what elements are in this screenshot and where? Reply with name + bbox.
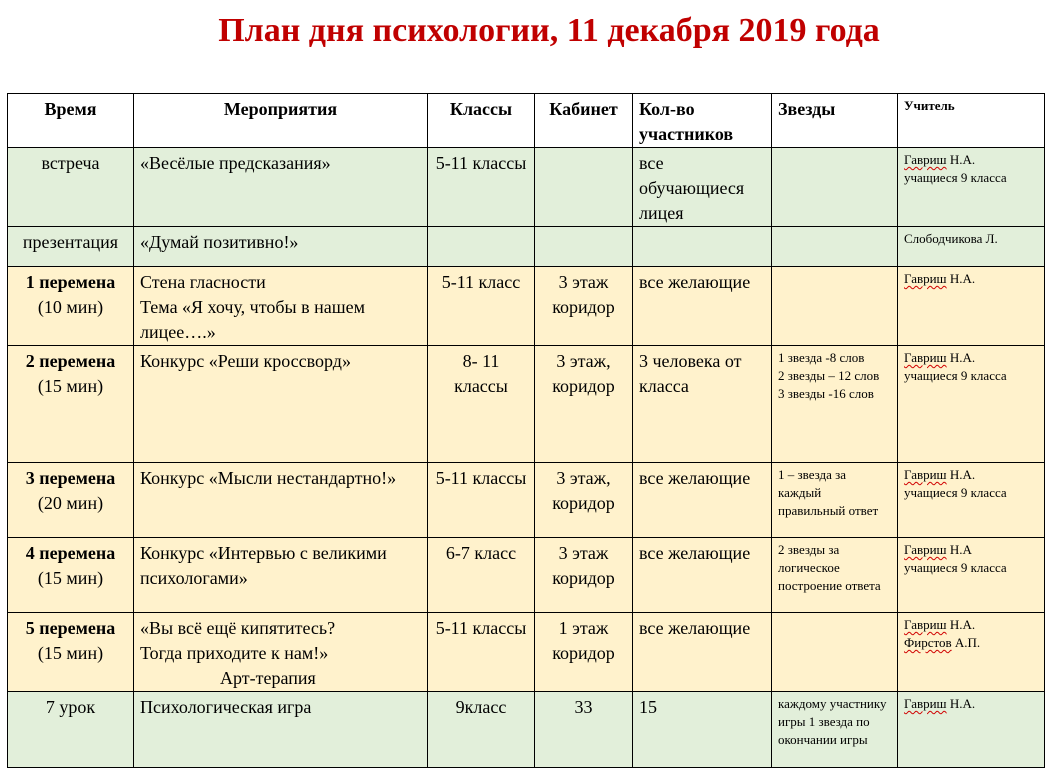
participants-cell: 15 — [633, 692, 772, 768]
participants-cell: все обучающиеся лицея — [633, 148, 772, 227]
event-cell: Конкурс «Реши кроссворд» — [134, 346, 428, 463]
table-row — [8, 148, 1045, 227]
header-time: Время — [8, 94, 134, 148]
table-row — [8, 613, 1045, 692]
participants-cell: все желающие — [633, 613, 772, 692]
teacher-cell: Гавриш Н.А. учащиеся 9 класса — [898, 463, 1045, 538]
teacher-cell: Гавриш Н.А. — [898, 692, 1045, 768]
stars-cell: 1 звезда -8 слов 2 звезды – 12 слов 3 звезды -16 слов — [772, 346, 898, 463]
stars-cell — [772, 148, 898, 227]
stars-cell — [772, 613, 898, 692]
schedule-table — [7, 93, 1045, 768]
participants-cell — [633, 227, 772, 267]
header-teacher: Учитель — [898, 94, 1045, 148]
teacher-cell: Гавриш Н.А учащиеся 9 класса — [898, 538, 1045, 613]
participants-cell: все желающие — [633, 267, 772, 346]
table-row — [8, 692, 1045, 768]
header-room: Кабинет — [535, 94, 633, 148]
time-cell: 4 перемена (15 мин) — [8, 538, 134, 613]
classes-cell: 8- 11 классы — [428, 346, 535, 463]
room-cell — [535, 227, 633, 267]
room-cell: 33 — [535, 692, 633, 768]
time-cell: 1 перемена (10 мин) — [8, 267, 134, 346]
time-cell: презентация — [8, 227, 134, 267]
table-row — [8, 267, 1045, 346]
teacher-cell: Гавриш Н.А. учащиеся 9 класса — [898, 148, 1045, 227]
time-cell: 5 перемена (15 мин) — [8, 613, 134, 692]
time-cell: 7 урок — [8, 692, 134, 768]
teacher-cell: Слободчикова Л. — [898, 227, 1045, 267]
classes-cell: 5-11 классы — [428, 463, 535, 538]
event-cell: «Весёлые предсказания» — [134, 148, 428, 227]
participants-cell: 3 человека от класса — [633, 346, 772, 463]
classes-cell: 5-11 классы — [428, 613, 535, 692]
stars-cell: каждому участнику игры 1 звезда по окончании игры — [772, 692, 898, 768]
stars-cell — [772, 267, 898, 346]
table-row — [8, 346, 1045, 463]
room-cell: 3 этаж, коридор — [535, 463, 633, 538]
header-classes: Классы — [428, 94, 535, 148]
event-cell: «Думай позитивно!» — [134, 227, 428, 267]
stars-cell: 2 звезды за логическое построение ответа — [772, 538, 898, 613]
participants-cell: все желающие — [633, 538, 772, 613]
classes-cell: 6-7 класс — [428, 538, 535, 613]
event-cell: Стена гласности Тема «Я хочу, чтобы в нашем лицее….» — [134, 267, 428, 346]
room-cell: 1 этаж коридор — [535, 613, 633, 692]
room-cell: 3 этаж коридор — [535, 267, 633, 346]
teacher-cell: Гавриш Н.А. Фирстов А.П. — [898, 613, 1045, 692]
header-stars: Звезды — [772, 94, 898, 148]
room-cell: 3 этаж, коридор — [535, 346, 633, 463]
stars-cell — [772, 227, 898, 267]
table-header-row — [8, 94, 1045, 148]
classes-cell — [428, 227, 535, 267]
header-events: Мероприятия — [134, 94, 428, 148]
event-cell: Психологическая игра — [134, 692, 428, 768]
classes-cell: 9класс — [428, 692, 535, 768]
event-cell: Конкурс «Интервью с великими психологами» — [134, 538, 428, 613]
event-cell: Конкурс «Мысли нестандартно!» — [134, 463, 428, 538]
header-participants: Кол-во участников — [633, 94, 772, 148]
room-cell: 3 этаж коридор — [535, 538, 633, 613]
room-cell — [535, 148, 633, 227]
time-cell: 2 перемена (15 мин) — [8, 346, 134, 463]
teacher-cell: Гавриш Н.А. учащиеся 9 класса — [898, 346, 1045, 463]
classes-cell: 5-11 класс — [428, 267, 535, 346]
time-cell: встреча — [8, 148, 134, 227]
time-cell: 3 перемена (20 мин) — [8, 463, 134, 538]
classes-cell: 5-11 классы — [428, 148, 535, 227]
table-row — [8, 538, 1045, 613]
event-cell: «Вы всё ещё кипятитесь? Тогда приходите к нам!» Арт-терапия — [134, 613, 428, 692]
stars-cell: 1 – звезда за каждый правильный ответ — [772, 463, 898, 538]
page-title: План дня психологии, 11 декабря 2019 года — [218, 12, 880, 49]
participants-cell: все желающие — [633, 463, 772, 538]
teacher-cell: Гавриш Н.А. — [898, 267, 1045, 346]
table-row — [8, 227, 1045, 267]
table-row — [8, 463, 1045, 538]
